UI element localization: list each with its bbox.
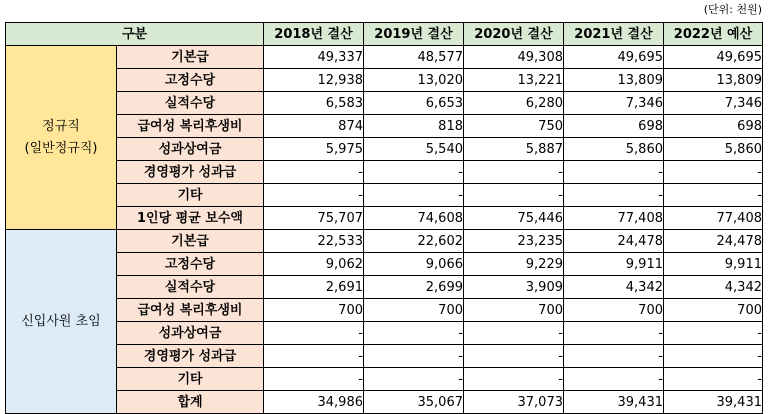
value-cell: - [564,184,664,207]
value-cell: - [364,184,464,207]
table-row [6,253,763,276]
value-cell: - [664,322,763,345]
value-cell: 6,280 [464,92,564,115]
value-cell: - [664,161,763,184]
value-cell: - [264,368,364,391]
value-cell: 2,691 [264,276,364,299]
header-year: 2022년 예산 [664,23,763,46]
value-cell: 7,346 [664,92,763,115]
value-cell: - [464,161,564,184]
table-row [6,345,763,368]
value-cell: - [364,161,464,184]
value-cell: 13,221 [464,69,564,92]
header-year: 2018년 결산 [264,23,364,46]
value-cell: 700 [664,299,763,322]
header-category: 구분 [6,23,264,46]
row-item-label: 성과상여금 [117,322,264,345]
value-cell: 874 [264,115,364,138]
value-cell: 4,342 [664,276,763,299]
value-cell: 5,860 [664,138,763,161]
value-cell: 22,533 [264,230,364,253]
table-body [6,46,763,414]
table-row [6,69,763,92]
row-item-label: 1인당 평균 보수액 [117,207,264,230]
row-item-label: 기본급 [117,230,264,253]
value-cell: 77,408 [564,207,664,230]
value-cell: - [564,345,664,368]
value-cell: - [264,345,364,368]
value-cell: 4,342 [564,276,664,299]
value-cell: - [664,345,763,368]
value-cell: 39,431 [564,391,664,414]
value-cell: - [564,368,664,391]
group-label-line: 정규직 [42,118,80,134]
table-row [6,92,763,115]
value-cell: 3,909 [464,276,564,299]
value-cell: - [464,322,564,345]
value-cell: 77,408 [664,207,763,230]
value-cell: - [664,184,763,207]
table-row [6,184,763,207]
value-cell: 48,577 [364,46,464,69]
value-cell: 49,308 [464,46,564,69]
value-cell: 13,809 [664,69,763,92]
row-item-label: 성과상여금 [117,138,264,161]
value-cell: - [464,184,564,207]
salary-table [5,22,763,414]
value-cell: - [564,161,664,184]
value-cell: 39,431 [664,391,763,414]
header-year: 2021년 결산 [564,23,664,46]
value-cell: 818 [364,115,464,138]
table-header-row [6,23,763,46]
value-cell: 9,062 [264,253,364,276]
group-label-new-hire [6,230,117,414]
group-label-line: 신입사원 초임 [21,314,101,329]
value-cell: - [564,322,664,345]
header-year: 2019년 결산 [364,23,464,46]
group-label-regular [6,46,117,230]
value-cell: 2,699 [364,276,464,299]
row-item-label: 기타 [117,368,264,391]
row-item-label: 기타 [117,184,264,207]
value-cell: 24,478 [564,230,664,253]
value-cell: 13,020 [364,69,464,92]
value-cell: - [364,322,464,345]
value-cell: 34,986 [264,391,364,414]
value-cell: 5,887 [464,138,564,161]
value-cell: 23,235 [464,230,564,253]
value-cell: 37,073 [464,391,564,414]
value-cell: 5,975 [264,138,364,161]
value-cell: 698 [564,115,664,138]
value-cell: 6,583 [264,92,364,115]
table-row [6,115,763,138]
value-cell: 74,608 [364,207,464,230]
value-cell: 75,446 [464,207,564,230]
table-row [6,276,763,299]
value-cell: 9,911 [564,253,664,276]
table-row [6,299,763,322]
row-item-label: 실적수당 [117,92,264,115]
value-cell: 700 [264,299,364,322]
table-row [6,322,763,345]
row-item-label: 합계 [117,391,264,414]
value-cell: 700 [464,299,564,322]
row-item-label: 기본급 [117,46,264,69]
row-item-label: 고정수당 [117,253,264,276]
table-row [6,368,763,391]
row-item-label: 경영평가 성과급 [117,345,264,368]
header-year: 2020년 결산 [464,23,564,46]
value-cell: - [364,345,464,368]
value-cell: - [264,184,364,207]
value-cell: 24,478 [664,230,763,253]
table-row [6,207,763,230]
row-item-label: 급여성 복리후생비 [117,299,264,322]
value-cell: 49,695 [564,46,664,69]
value-cell: 7,346 [564,92,664,115]
value-cell: 75,707 [264,207,364,230]
value-cell: 9,229 [464,253,564,276]
table-row [6,161,763,184]
value-cell: 49,337 [264,46,364,69]
value-cell: 5,540 [364,138,464,161]
value-cell: - [264,322,364,345]
value-cell: 700 [564,299,664,322]
value-cell: - [264,161,364,184]
value-cell: 13,809 [564,69,664,92]
value-cell: 698 [664,115,763,138]
value-cell: 12,938 [264,69,364,92]
value-cell: 5,860 [564,138,664,161]
table-row [6,391,763,414]
row-item-label: 급여성 복리후생비 [117,115,264,138]
value-cell: 22,602 [364,230,464,253]
group-label-line: (일반정규직) [24,140,98,156]
value-cell: 9,911 [664,253,763,276]
value-cell: 49,695 [664,46,763,69]
value-cell: - [464,368,564,391]
value-cell: 700 [364,299,464,322]
row-item-label: 경영평가 성과급 [117,161,264,184]
table-row [6,138,763,161]
value-cell: 9,066 [364,253,464,276]
value-cell: 6,653 [364,92,464,115]
table-row [6,230,763,253]
value-cell: 750 [464,115,564,138]
value-cell: - [464,345,564,368]
row-item-label: 고정수당 [117,69,264,92]
value-cell: - [664,368,763,391]
table-row [6,46,763,69]
value-cell: - [364,368,464,391]
unit-note: (단위: 천원) [703,3,762,16]
value-cell: 35,067 [364,391,464,414]
row-item-label: 실적수당 [117,276,264,299]
